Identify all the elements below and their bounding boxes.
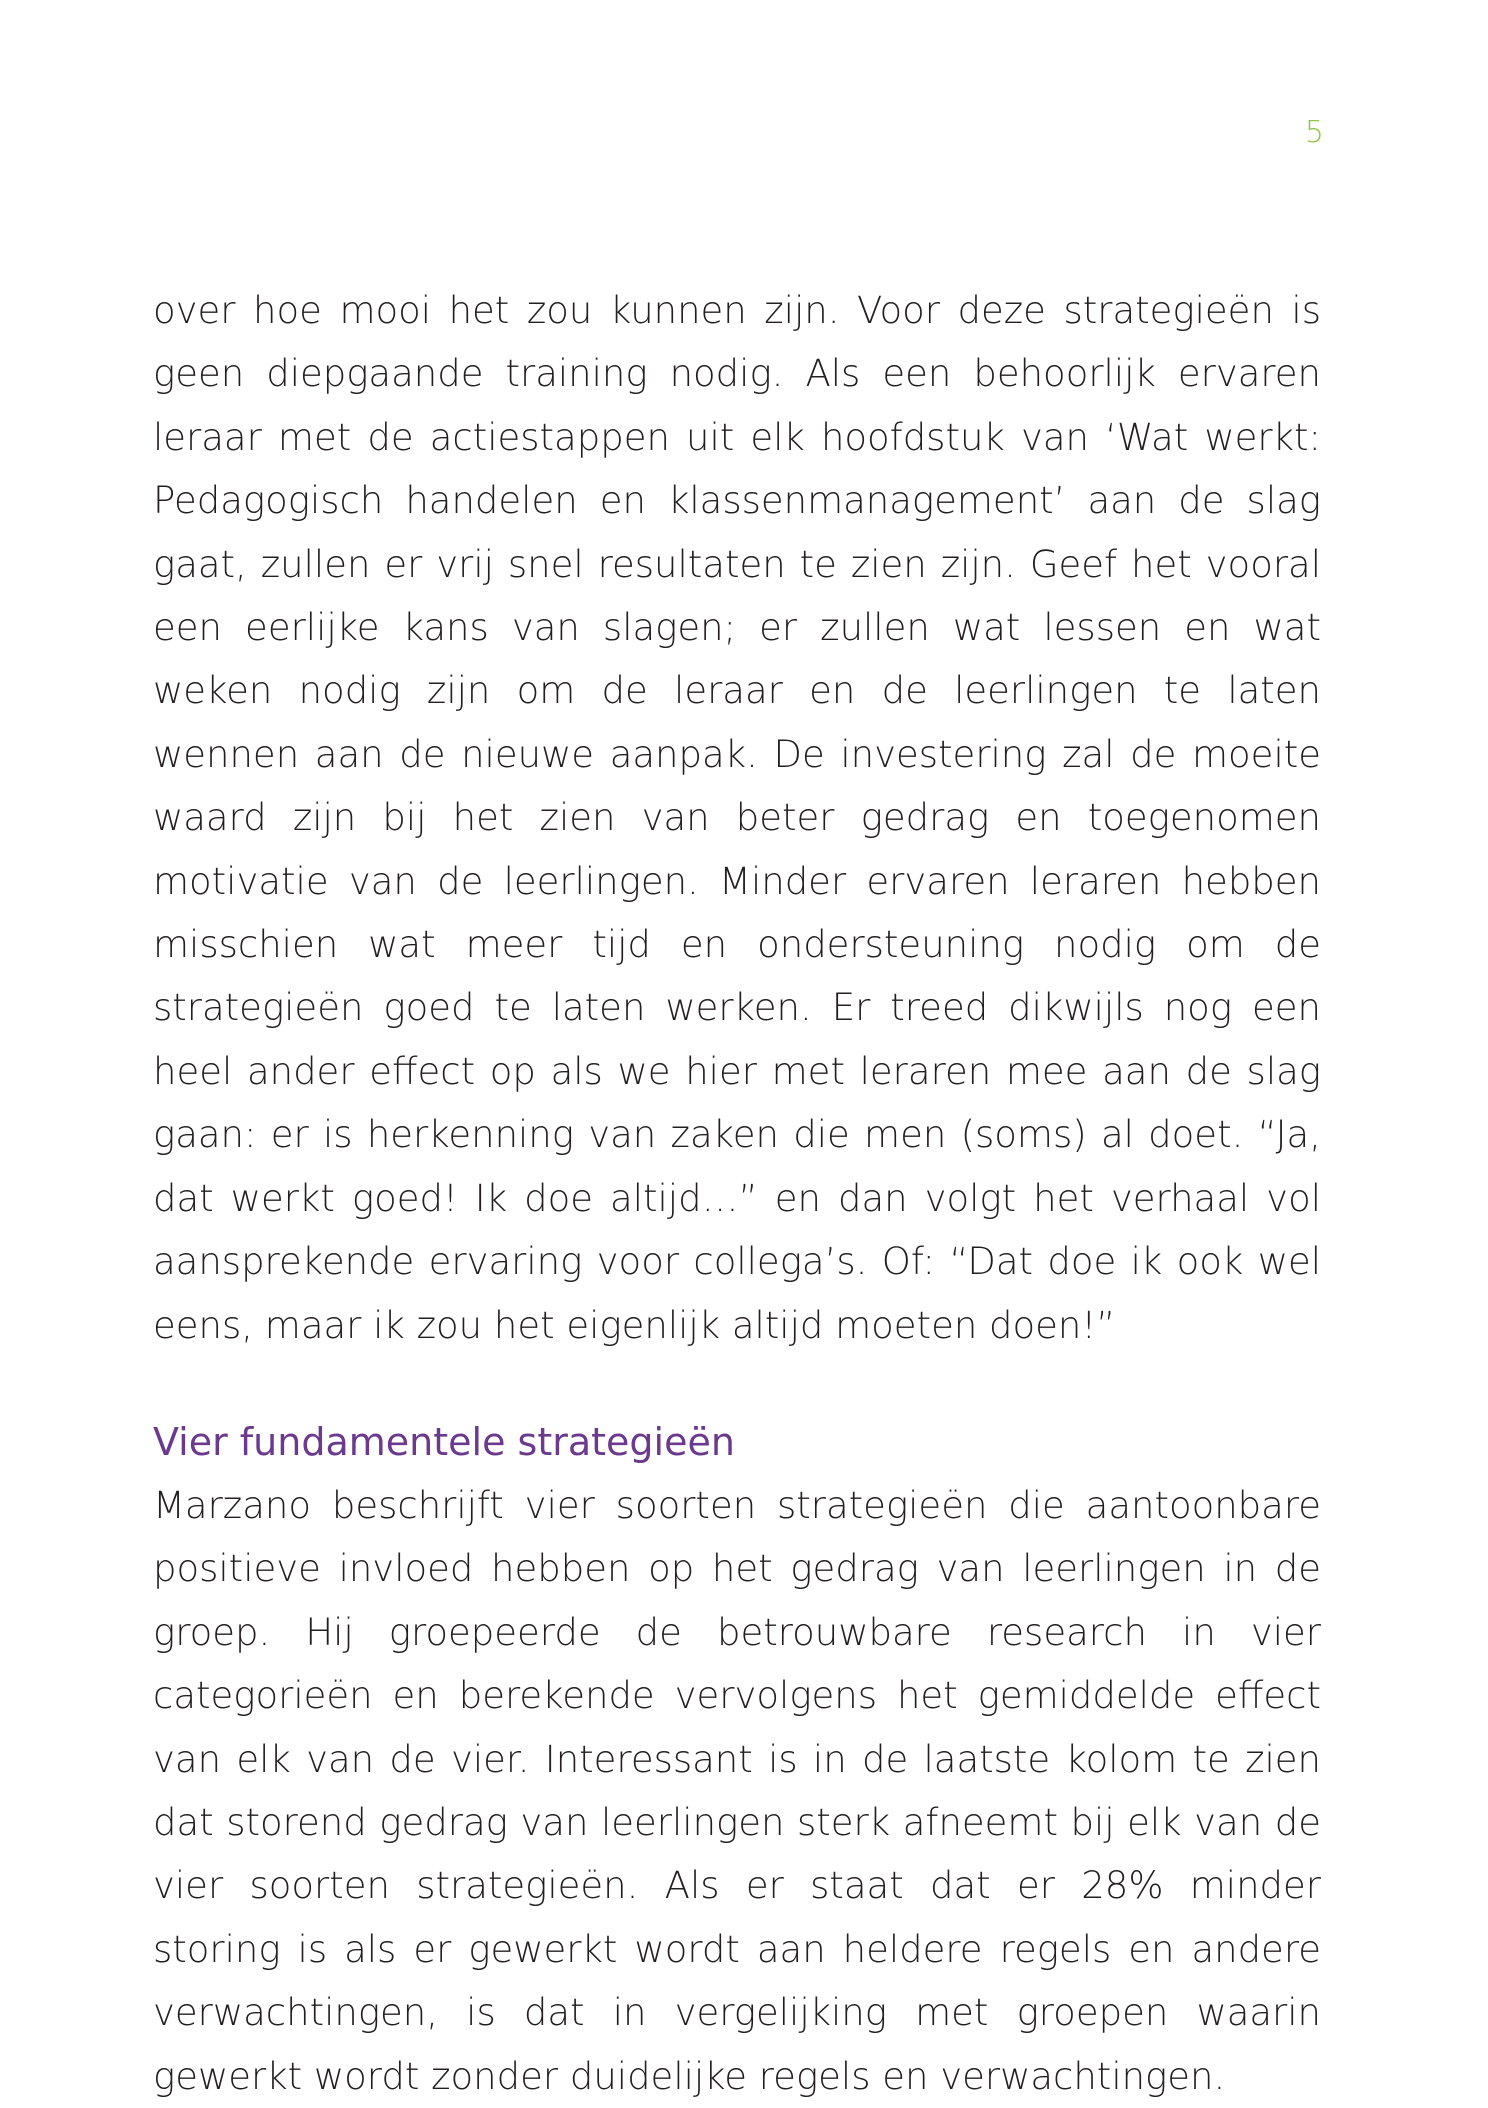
section-heading: Vier fundamentele strategieën [153,1419,735,1464]
page-number: 5 [1304,115,1325,150]
page-content [153,279,1321,2108]
body-paragraph: over hoe mooi het zou kunnen zijn. Voor deze strategieën is geen diepgaande training nodig. Als een behoorlijk ervaren leraar met de actiestappen uit elk hoofdstuk van ‘Wat werkt: Pedagogisch handelen en klassenmanagement’ aan de slag gaat, zullen er vrij snel resultaten te zien zijn. Geef het vooral een eerlijke kans van slagen; er zullen wat lessen en wat weken nodig zijn om de leraar en de leerlingen te laten wennen aan de nieuwe aanpak. De investering zal de moeite waard zijn bij het zien van beter gedrag en toegenomen motivatie van de leerlingen. Minder ervaren leraren hebben misschien wat meer tijd en ondersteuning nodig om de strategieën goed te laten werken. Er treed dikwijls nog een heel ander effect op als we hier met leraren mee aan de slag gaan: er is herkenning van zaken die men (soms) al doet. “Ja, dat werkt goed! Ik doe altijd…” en dan volgt het verhaal vol aansprekende ervaring voor collega’s. Of: “Dat doe ik ook wel eens, maar ik zou het eigenlijk altijd moeten doen!” [153,289,1321,1347]
section-paragraph: Marzano beschrijft vier soorten strategieën die aantoonbare positieve invloed hebben op het gedrag van leerlingen in de groep. Hij groepeerde de betrouwbare research in vier categorieën en berekende vervolgens het gemiddelde effect van elk van de vier. Interessant is in de laatste kolom te zien dat storend gedrag van leerlingen sterk afneemt bij elk van de vier soorten strategieën. Als er staat dat er 28% minder storing is als er gewerkt wordt aan heldere regels en andere verwachtingen, is dat in vergelijking met groepen waarin gewerkt wordt zonder duidelijke regels en verwachtingen. [153,1483,1321,2098]
